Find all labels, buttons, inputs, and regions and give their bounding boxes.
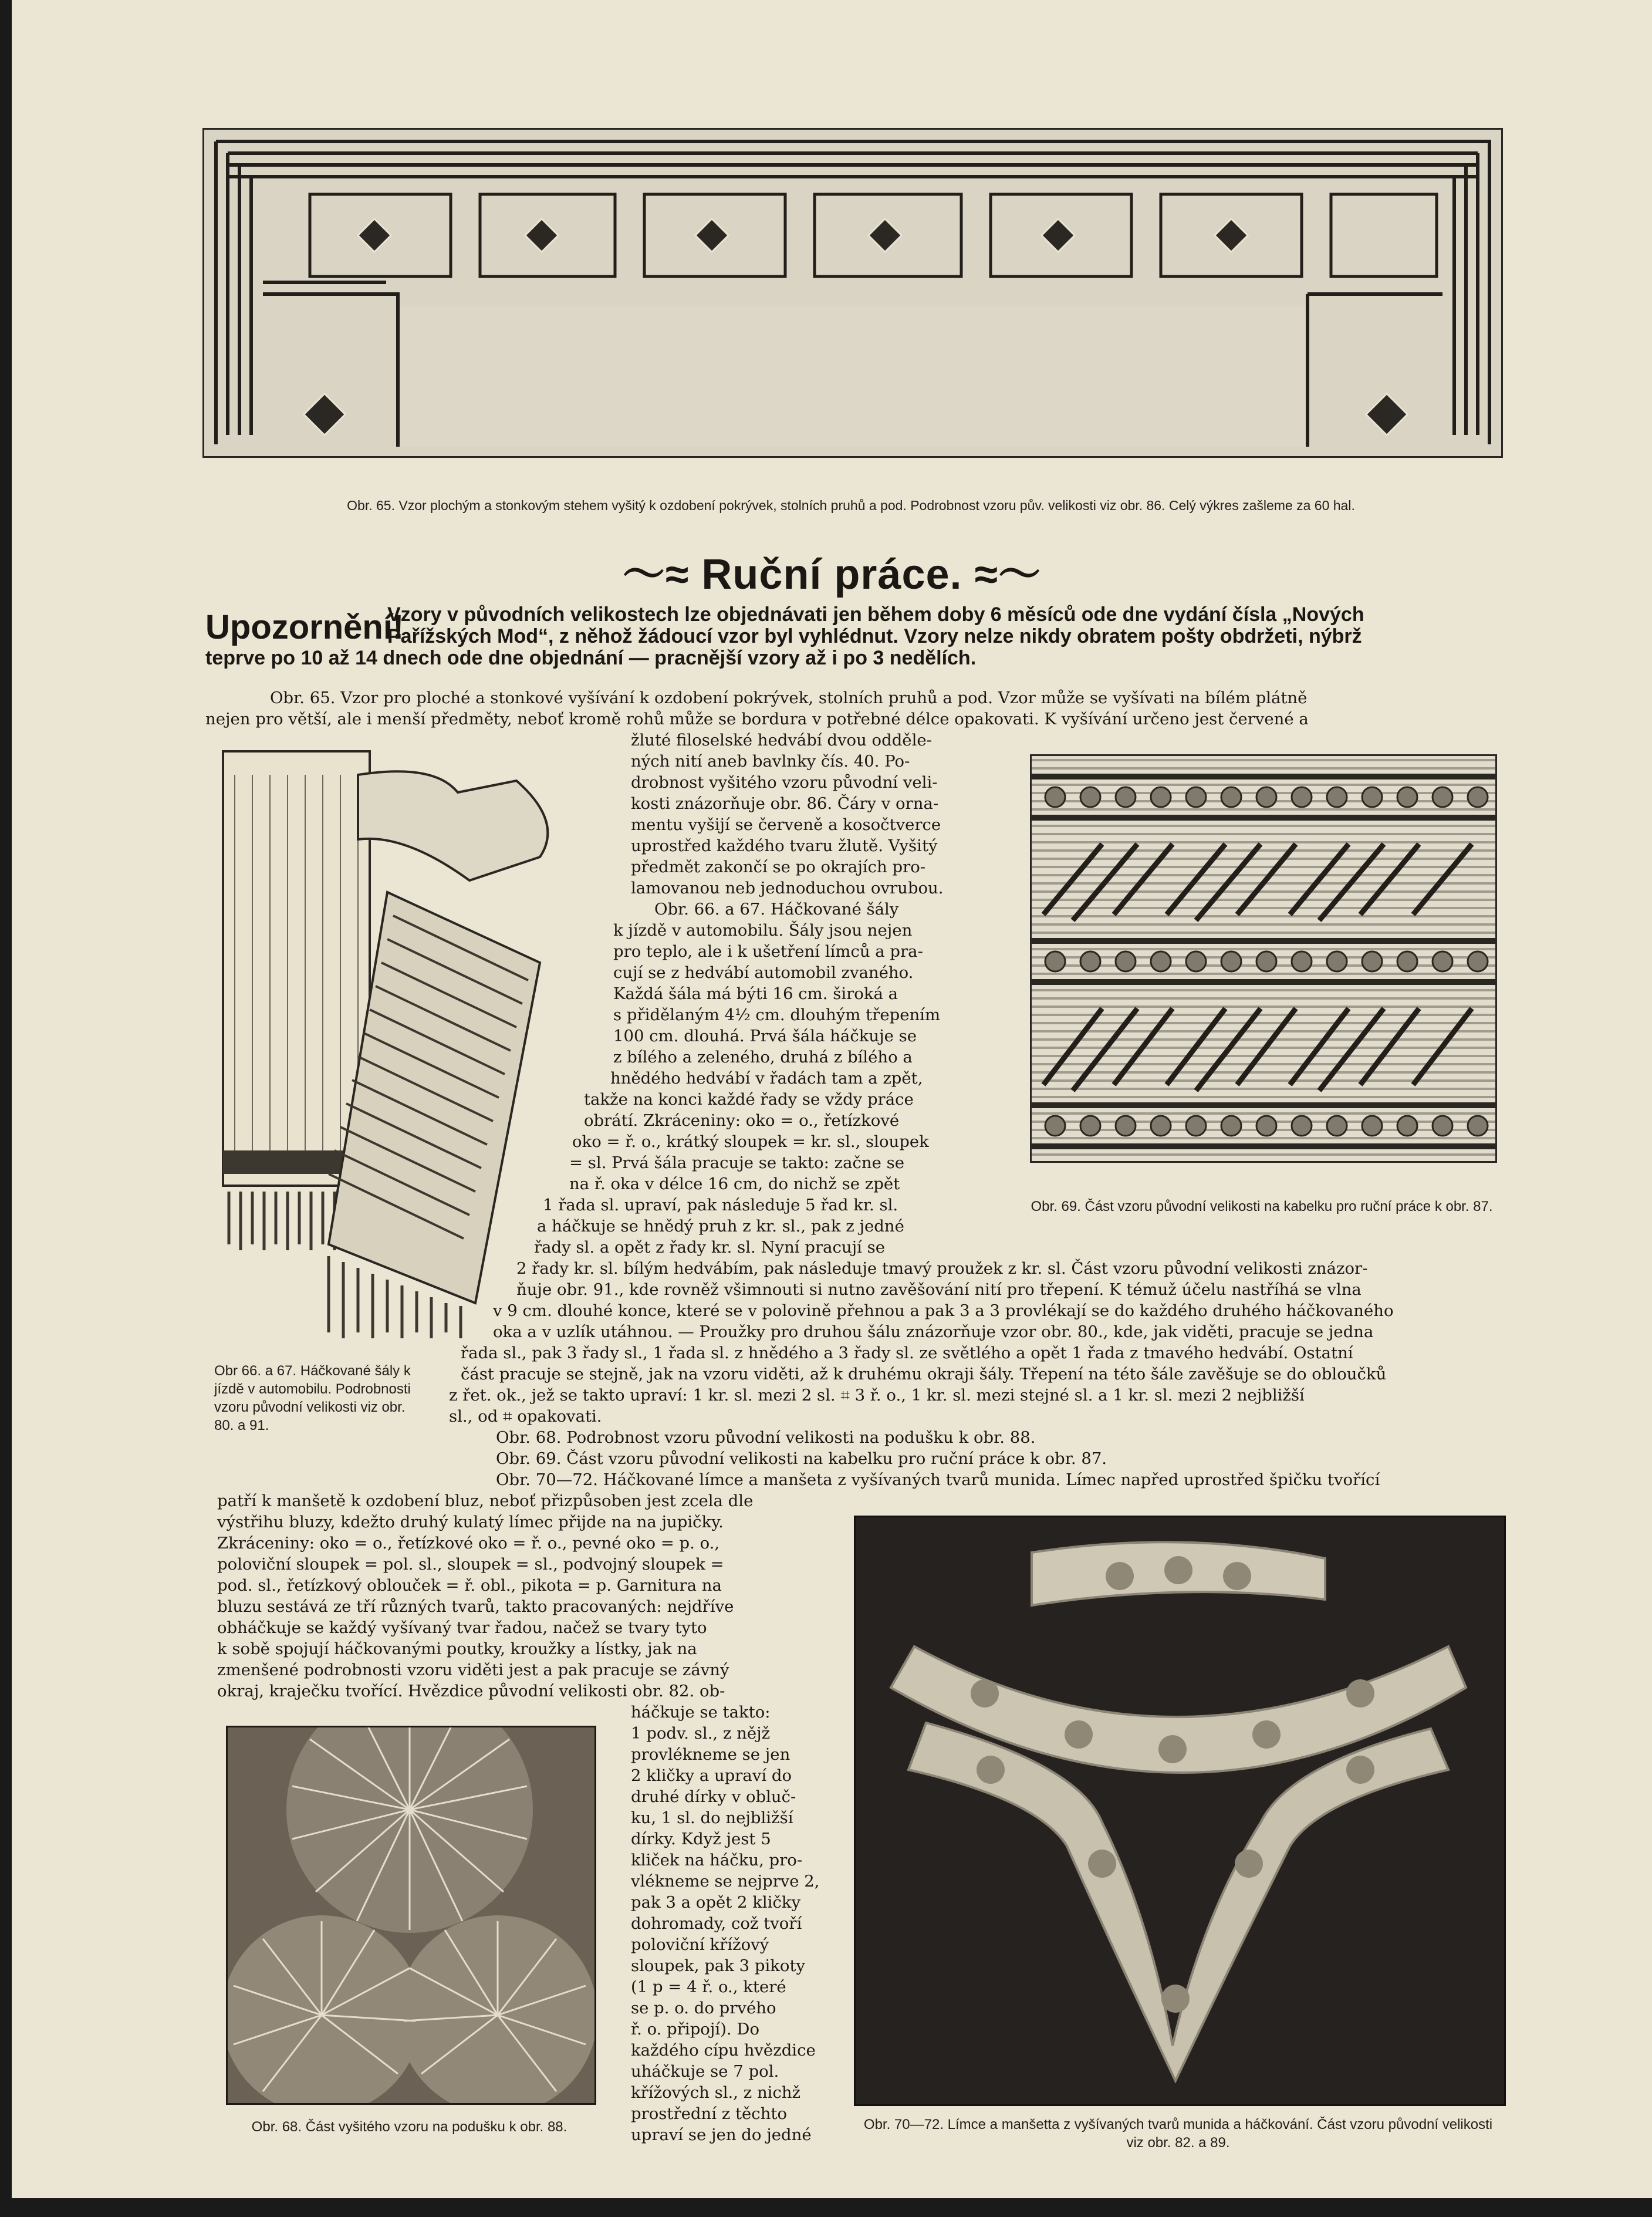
text-line: pak 3 a opět 2 kličky <box>631 1893 801 1912</box>
text-line: prostřední z těchto <box>631 2104 788 2123</box>
text-line: na ř. oka v délce 16 cm, do nichž se zpět <box>569 1175 900 1193</box>
text-line: uháčkuje se 7 pol. <box>631 2062 779 2081</box>
ornament-right: ≈〜 <box>962 551 1042 598</box>
text-line: v 9 cm. dlouhé konce, které se v polovině přehnou a pak 3 a 3 provlékají se do každého druhého háčkovaného <box>493 1301 1394 1320</box>
text-line: patří k manšetě k ozdobení bluz, neboť přizpůsoben jest zcela dle <box>217 1492 754 1510</box>
text-line: druhé dírky v obluč- <box>631 1787 796 1806</box>
text-line: ných nití aneb bavlnky čís. 40. Po- <box>631 752 910 771</box>
text-line: každého cípu hvězdice <box>631 2041 816 2060</box>
text-line: 2 kličky a upraví do <box>631 1766 792 1785</box>
text-line: upraví se jen do jedné <box>631 2125 812 2144</box>
text-line: k jízdě v automobilu. Šály jsou nejen <box>613 921 913 940</box>
text-line: k sobě spojují háčkovanými poutky, kroužky a lístky, jak na <box>217 1639 697 1658</box>
text-line: žluté filoselské hedvábí dvou odděle- <box>631 731 932 750</box>
text-line: výstřihu bluzy, kdežto druhý kulatý límec přijde na na jupičky. <box>217 1513 724 1531</box>
text-line: oka a v uzlík utáhnou. — Proužky pro druhou šálu znázorňuje vzor obr. 80., kde, jak viděti, pracuje se jedna <box>493 1322 1374 1341</box>
text-line: předmět zakončí se po okrajích pro- <box>631 858 926 876</box>
fig65-border-pattern <box>202 128 1503 458</box>
text-line: sloupek, pak 3 pikoty <box>631 1956 806 1975</box>
text-line: a háčkuje se hnědý pruh z kr. sl., pak z jedné <box>537 1217 904 1236</box>
text-line: Obr. 69. Část vzoru původní velikosti na kabelku pro ruční práce k obr. 87. <box>496 1449 1107 1468</box>
text-line: obháčkuje se každý vyšívaný tvar řadou, načež se tvary tyto <box>217 1618 707 1637</box>
text-line: mentu vyšijí se červeně a kosočtverce <box>631 815 941 834</box>
text-line: Každá šála má býti 16 cm. široká a <box>613 984 898 1003</box>
text-line: lamovanou neb jednoduchou ovrubou. <box>631 879 944 897</box>
fig69-bag-pattern <box>1030 754 1497 1163</box>
text-line: takže na konci každé řady se vždy práce <box>584 1090 914 1109</box>
bag-pattern-graphic <box>1032 756 1495 1161</box>
text-line: ku, 1 sl. do nejbližší <box>631 1808 793 1827</box>
magazine-page <box>12 0 1652 2198</box>
text-line: křížových sl., z nichž <box>631 2083 801 2102</box>
text-line: dohromady, což tvoří <box>631 1914 802 1933</box>
text-line: drobnost vyšitého vzoru původní veli- <box>631 773 938 792</box>
text-line: Obr. 70—72. Háčkované límce a manšeta z vyšívaných tvarů munida. Límec napřed uprostřed špičku tvořící <box>496 1470 1380 1489</box>
text-line: Obr. 66. a 67. Háčkované šály <box>654 900 899 919</box>
fig68-caption: Obr. 68. Část vyšitého vzoru na podušku k obr. 88. <box>251 2119 567 2135</box>
fig68-cushion-photo <box>226 1726 596 2105</box>
text-line: pro teplo, ale i k ušetření límců a pra- <box>613 942 923 961</box>
text-line: poloviční křížový <box>631 1935 769 1954</box>
notice-line-3: teprve po 10 až 14 dnech ode dne objednání — pracnější vzory až i po 3 nedělích. <box>205 647 977 669</box>
text-line: hnědého hedvábí v řadách tam a zpět, <box>610 1069 923 1088</box>
fig66-caption: Obr 66. a 67. Háčkované šály k jízdě v automobilu. Podrobnosti vzoru původní velikosti viz obr. 80. a 91. <box>214 1363 411 1433</box>
text-line: 1 řada sl. upraví, pak následuje 5 řad kr. sl. <box>543 1196 898 1214</box>
text-line: 1 podv. sl., z nějž <box>631 1724 771 1743</box>
text-line: poloviční sloupek = pol. sl., sloupek = sl., podvojný sloupek = <box>217 1555 724 1574</box>
text-line: se p. o. do prvého <box>631 1999 776 2017</box>
text-line: nejen pro větší, ale i menší předměty, neboť kromě rohů může se bordura v potřebné délce opakovati. K vyšívání určeno jest červené a <box>205 710 1309 728</box>
fig66-scarves-image <box>211 740 587 1344</box>
fig70-collars-photo <box>854 1516 1506 2106</box>
text-line: pod. sl., řetízkový oblouček = ř. obl., pikota = p. Garnitura na <box>217 1576 722 1595</box>
fig70-caption: Obr. 70—72. Límce a manšetta z vyšívaných tvarů munida a háčkování. Část vzoru původní velikosti viz obr. 82. a 89. <box>863 2117 1493 2151</box>
text-line: obrátí. Zkráceniny: oko = o., řetízkové <box>584 1111 900 1130</box>
text-line: řada sl., pak 3 řady sl., 1 řada sl. z hnědého a 3 řady sl. ze světlého a opět 1 řada z tmavého hedvábí. Ostatní <box>461 1344 1353 1362</box>
text-line: provlékneme se jen <box>631 1745 790 1764</box>
text-line: ř. o. připojí). Do <box>631 2020 760 2039</box>
text-line: část pracuje se stejně, jak na vzoru viděti, až k druhému okraji šály. Třepení na této šále zavěšuje se do obloučků <box>461 1365 1387 1383</box>
text-line: Obr. 68. Podrobnost vzoru původní velikosti na podušku k obr. 88. <box>496 1428 1036 1447</box>
text-line: háčkuje se takto: <box>631 1703 771 1722</box>
text-line: Obr. 65. Vzor pro ploché a stonkové vyšívání k ozdobení pokrývek, stolních pruhů a pod. Vzor může se vyšívati na bílém plátně <box>270 689 1308 707</box>
text-line: ňuje obr. 91., kde rovněž všimnouti si nutno zavěšování nití pro třepení. K témuž účelu nastříhá se vlna <box>516 1280 1362 1299</box>
fig65-caption: Obr. 65. Vzor plochým a stonkovým stehem vyšitý k ozdobení pokrývek, stolních pruhů a pod. Podrobnost vzoru pův. velikosti viz obr. 86. Celý výkres zašleme za 60 hal. <box>347 498 1355 513</box>
ornament-left: 〜≈ <box>622 551 702 598</box>
text-line: z bílého a zeleného, druhá z bílého a <box>613 1048 913 1067</box>
text-line: bluzu sestává ze tří různých tvarů, takto pracovaných: nejdříve <box>217 1597 734 1616</box>
page-title <box>12 540 1652 601</box>
text-line: Zkráceniny: oko = o., řetízkové oko = ř. o., pevné oko = p. o., <box>217 1534 720 1553</box>
collars-graphic <box>856 1517 1504 2104</box>
text-line: (1 p = 4 ř. o., které <box>631 1978 786 1996</box>
cushion-graphic <box>228 1727 594 2103</box>
border-ornament-graphic <box>204 130 1501 456</box>
text-line: 100 cm. dlouhá. Prvá šála háčkuje se <box>613 1027 917 1045</box>
text-line: = sl. Prvá šála pracuje se takto: začne se <box>569 1153 904 1172</box>
text-line: 2 řady kr. sl. bílým hedvábím, pak následuje tmavý proužek z kr. sl. Část vzoru původní velikosti znázor- <box>516 1259 1368 1278</box>
notice-label: Upozornění! <box>205 608 404 646</box>
text-line: sl., od ⌗ opakovati. <box>449 1407 602 1426</box>
text-line: kliček na háčku, pro- <box>631 1851 803 1870</box>
notice-line-2: Pařížských Mod“, z něhož žádoucí vzor byl vyhlédnut. Vzory nelze nikdy obratem pošty obdržeti, nýbrž <box>387 625 1362 647</box>
text-line: oko = ř. o., krátký sloupek = kr. sl., sloupek <box>572 1132 929 1151</box>
text-line: zmenšené podrobnosti vzoru viděti jest a pak pracuje se závný <box>217 1661 729 1679</box>
scarves-illustration <box>211 740 587 1344</box>
page-title-text: Ruční práce. <box>701 551 962 598</box>
text-line: kosti znázorňuje obr. 86. Čáry v orna- <box>631 794 939 813</box>
fig69-caption: Obr. 69. Část vzoru původní velikosti na kabelku pro ruční práce k obr. 87. <box>1031 1199 1493 1214</box>
text-line: uprostřed každého tvaru žlutě. Vyšitý <box>631 836 938 855</box>
notice-line-1: Vzory v původních velikostech lze objednávati jen během doby 6 měsíců ode dne vydání čísla „Nových <box>387 603 1364 626</box>
text-line: dírky. Když jest 5 <box>631 1830 771 1848</box>
text-line: cují se z hedvábí automobil zvaného. <box>613 963 914 982</box>
text-line: s přidělaným 4½ cm. dlouhým třepením <box>613 1005 941 1024</box>
text-line: vlékneme se nejprve 2, <box>631 1872 820 1891</box>
text-line: řady sl. a opět z řady kr. sl. Nyní pracují se <box>534 1238 886 1257</box>
text-line: okraj, kraječku tvořící. Hvězdice původní velikosti obr. 82. ob- <box>217 1682 725 1700</box>
text-line: z řet. ok., jež se takto upraví: 1 kr. sl. mezi 2 sl. ⌗ 3 ř. o., 1 kr. sl. mezi stejné sl. a 1 kr. sl. mezi 2 nejbližší <box>449 1386 1305 1405</box>
